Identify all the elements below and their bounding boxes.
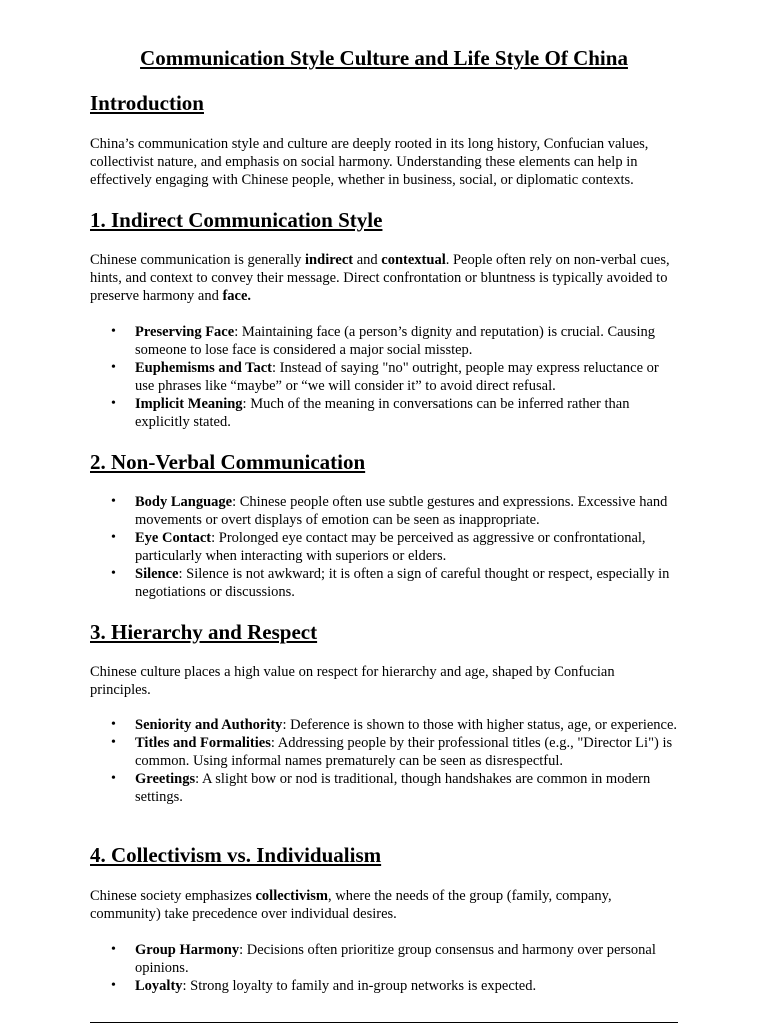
list-item-desc: : Decisions often prioritize group consensus and harmony over personal opinions. — [135, 942, 656, 976]
list-item — [90, 359, 680, 395]
heading-non-verbal-communication: 2. Non-Verbal Communication — [90, 450, 366, 474]
heading-indirect-communication: 1. Indirect Communication Style — [90, 208, 383, 232]
text-run: and — [353, 252, 382, 268]
bullet-icon: • — [111, 324, 116, 339]
bullet-icon: • — [111, 566, 116, 581]
list-item-term: Group Harmony — [135, 942, 240, 958]
list-item — [90, 493, 680, 529]
list-item-term: Eye Contact — [135, 530, 212, 546]
bullet-icon: • — [111, 396, 116, 411]
page-bottom-divider — [90, 1022, 678, 1023]
list-item-term: Loyalty — [135, 978, 183, 994]
list-item-term: Silence — [135, 566, 179, 582]
list-item-desc: : A slight bow or nod is traditional, though handshakes are common in modern settings. — [135, 771, 651, 805]
list-item-desc: : Silence is not awkward; it is often a sign of careful thought or respect, especially in negotiations or discussions. — [135, 566, 670, 600]
bullet-icon: • — [111, 978, 116, 993]
list-item — [90, 770, 680, 806]
list-item-desc: : Deference is shown to those with higher status, age, or experience. — [282, 717, 678, 733]
bullet-icon: • — [111, 530, 116, 545]
list-item-desc: : Much of the meaning in conversations can be inferred rather than explicitly stated. — [135, 396, 630, 430]
list-item-desc: : Prolonged eye contact may be perceived as aggressive or confrontational, particularly when interacting with superiors or elders. — [135, 530, 646, 564]
bold-term: face. — [222, 288, 252, 304]
collectivism-list — [90, 941, 680, 995]
bullet-icon: • — [111, 360, 116, 375]
document-title: Communication Style Culture and Life Style Of China — [140, 46, 628, 70]
text-run: Chinese society emphasizes — [90, 888, 256, 904]
bullet-icon: • — [111, 735, 116, 750]
list-item — [90, 395, 680, 431]
list-item-desc: : Maintaining face (a person’s dignity and reputation) is crucial. Causing someone to lose face is considered a major social misstep. — [135, 324, 655, 358]
text-run: , where the needs of the group (family, company, community) take precedence over individual desires. — [90, 888, 612, 922]
list-item-desc: : Chinese people often use subtle gestures and expressions. Excessive hand movements or overt displays of emotion can be seen as inappropriate. — [135, 494, 668, 528]
list-item — [90, 734, 680, 770]
indirect-communication-list — [90, 323, 680, 431]
list-item — [90, 977, 680, 995]
list-item-term: Greetings — [135, 771, 196, 787]
list-item-term: Seniority and Authority — [135, 717, 283, 733]
list-item — [90, 716, 680, 734]
list-item — [90, 565, 680, 601]
list-item-term: Titles and Formalities — [135, 735, 271, 751]
intro-paragraph: China’s communication style and culture are deeply rooted in its long history, Confucian values, collectivist nature, and emphasis on social harmony. Understanding these elements can help in effectively engaging with Chinese people, whether in business, social, or diplomatic contexts. — [90, 136, 649, 188]
list-item-term: Implicit Meaning — [135, 396, 243, 412]
list-item-term: Body Language — [135, 494, 233, 510]
bold-term: collectivism — [255, 888, 328, 904]
indirect-communication-paragraph — [90, 251, 678, 305]
bullet-icon: • — [111, 494, 116, 509]
list-item-desc: : Strong loyalty to family and in-group networks is expected. — [182, 978, 537, 994]
text-run: Chinese communication is generally — [90, 252, 306, 268]
list-item — [90, 941, 680, 977]
list-item-term: Euphemisms and Tact — [135, 360, 272, 376]
list-item — [90, 529, 680, 565]
bold-term: contextual — [381, 252, 446, 268]
list-item-term: Preserving Face — [135, 324, 235, 340]
bullet-icon: • — [111, 942, 116, 957]
bold-term: indirect — [305, 252, 354, 268]
list-item-desc: : Instead of saying "no" outright, people may express reluctance or use phrases like “maybe” or “we will consider it” to avoid direct refusal. — [135, 360, 659, 394]
heading-hierarchy-respect: 3. Hierarchy and Respect — [90, 620, 318, 644]
heading-introduction: Introduction — [90, 91, 204, 115]
list-item — [90, 323, 680, 359]
heading-collectivism: 4. Collectivism vs. Individualism — [90, 843, 382, 867]
collectivism-paragraph — [90, 887, 678, 923]
text-run: . People often rely on non-verbal cues, hints, and context to convey their message. Direct confrontation or bluntness is typically avoided to preserve harmony and — [90, 252, 670, 304]
list-item-desc: : Addressing people by their professional titles (e.g., "Director Li") is common. Using informal names prematurely can be seen as disrespectful. — [135, 735, 673, 769]
hierarchy-list — [90, 716, 680, 806]
bullet-icon: • — [111, 717, 116, 732]
hierarchy-paragraph: Chinese culture places a high value on respect for hierarchy and age, shaped by Confucian principles. — [90, 664, 615, 698]
bullet-icon: • — [111, 771, 116, 786]
non-verbal-list — [90, 493, 680, 601]
